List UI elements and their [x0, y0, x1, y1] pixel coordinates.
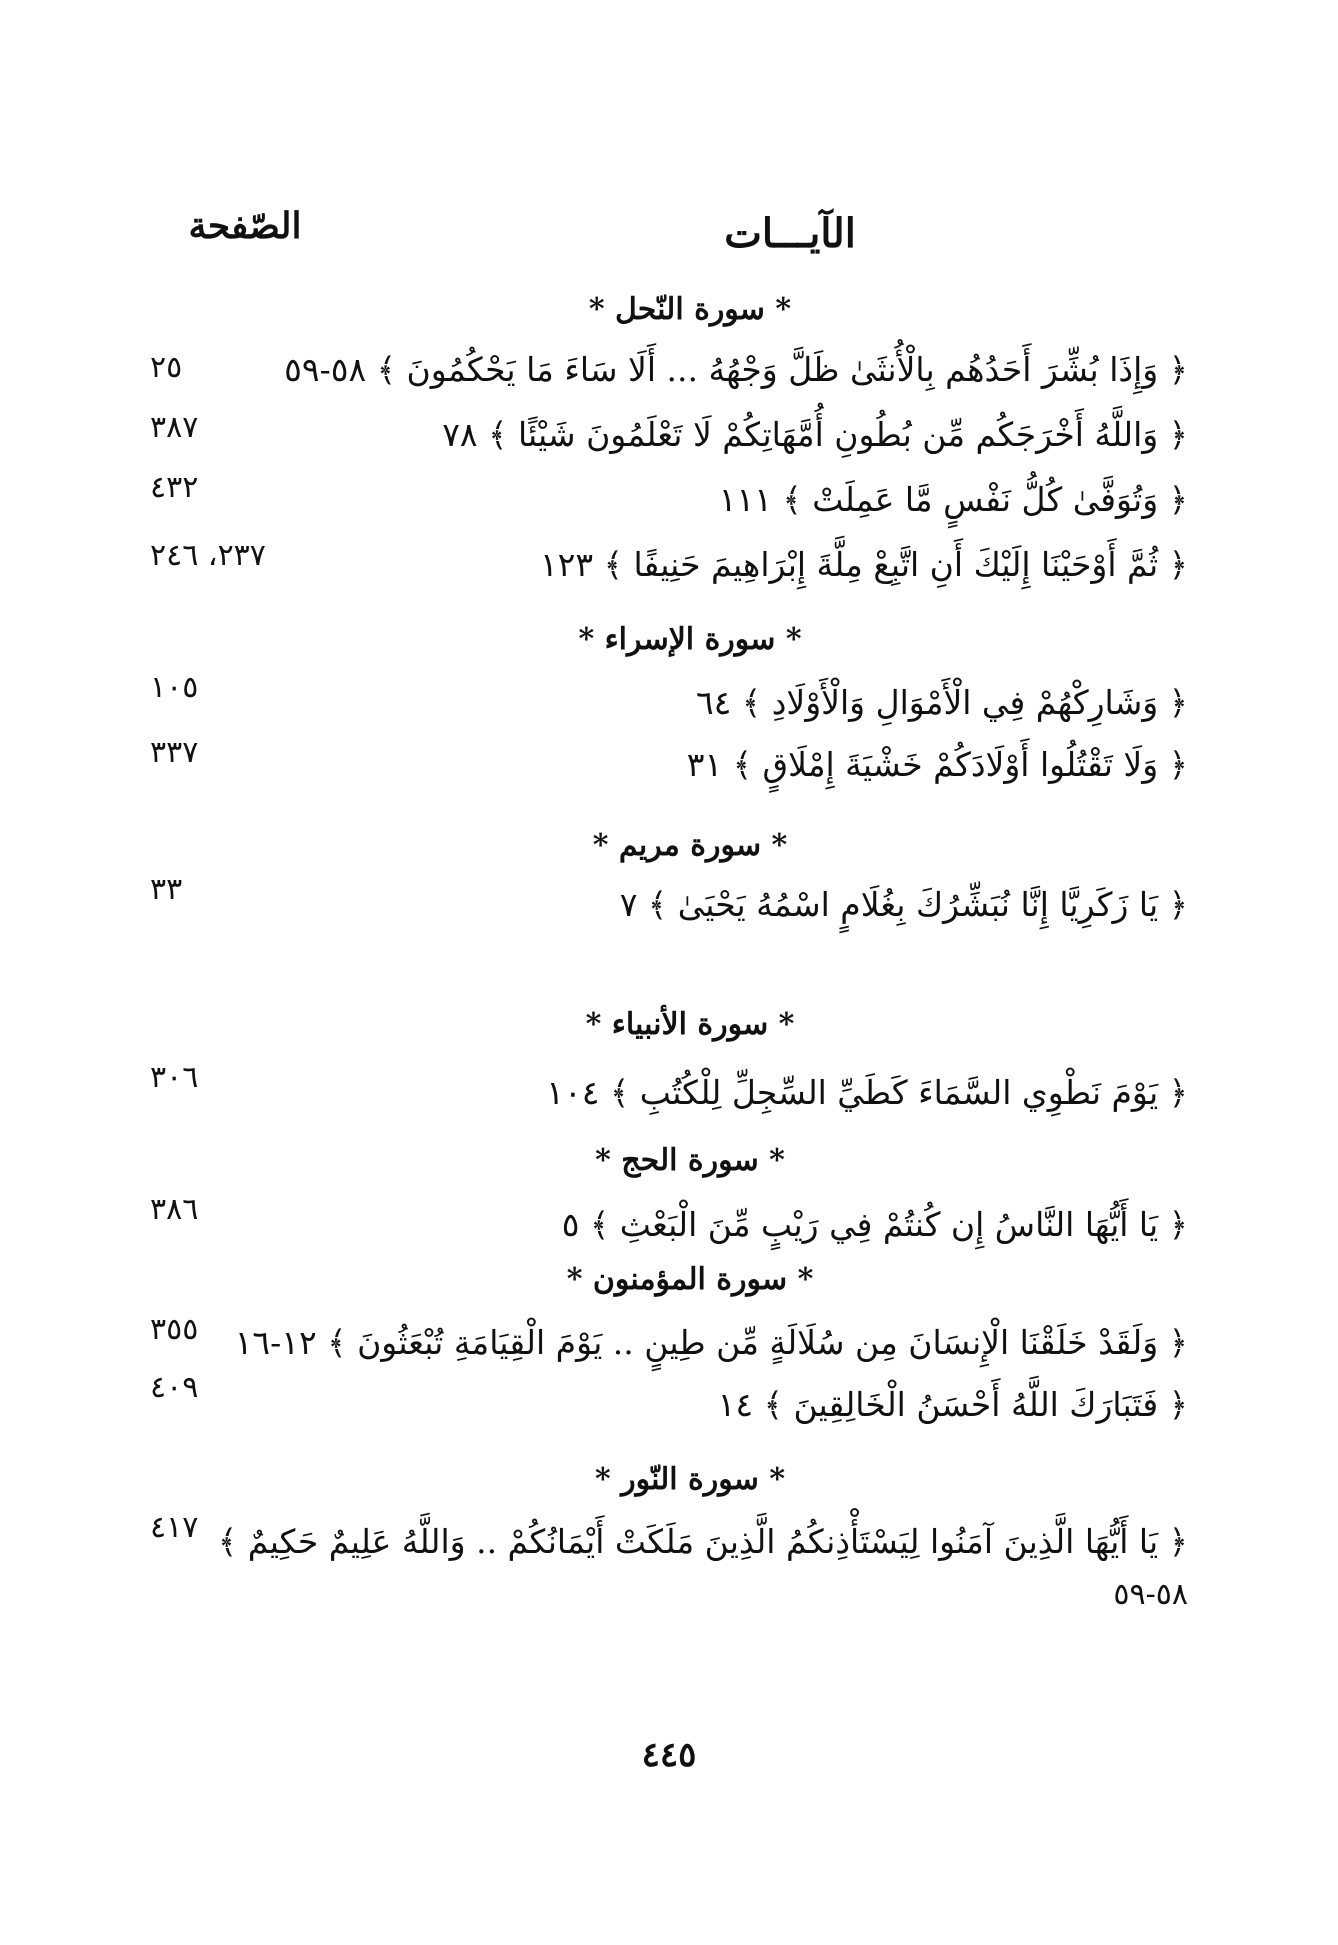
page-reference: ٤١٧ [150, 1510, 199, 1545]
surah-title: * سورة النّور * [594, 1462, 786, 1497]
page-reference: ٣٣٧ [150, 735, 199, 770]
page-reference: ٣٨٦ [150, 1192, 199, 1227]
verse-entry: ﴿ يَا أَيُّهَا الَّذِينَ آمَنُوا لِيَسْتَأْذِنكُمُ الَّذِينَ مَلَكَتْ أَيْمَانُكُمْ .. وَاللَّهُ عَلِيمٌ حَكِيمٌ ﴾ [217, 1522, 1188, 1561]
page-reference: ٣٨٧ [150, 410, 199, 445]
page-number: ٤٤٥ [641, 1735, 697, 1775]
surah-title: * سورة الحج * [595, 1143, 785, 1178]
page-reference: ٣٥٥ [150, 1312, 199, 1347]
surah-title: * سورة النّحل * [588, 292, 792, 327]
verse-entry: ﴿ وَاللَّهُ أَخْرَجَكُم مِّن بُطُونِ أُمَّهَاتِكُمْ لَا تَعْلَمُونَ شَيْئًا ﴾ ٧٨ [442, 415, 1188, 454]
verse-range-continuation: ٥٨-٥٩ [1113, 1577, 1188, 1612]
verse-entry: ﴿ ثُمَّ أَوْحَيْنَا إِلَيْكَ أَنِ اتَّبِعْ مِلَّةَ إِبْرَاهِيمَ حَنِيفًا ﴾ ١٢٣ [539, 545, 1188, 584]
page-reference: ٢٣٧، ٢٤٦ [150, 538, 266, 573]
page-reference: ٤٠٩ [150, 1370, 199, 1405]
column-header-page: الصّفحة [188, 205, 302, 247]
page-reference: ٣٠٦ [150, 1060, 199, 1095]
surah-title: * سورة المؤمنون * [566, 1262, 814, 1297]
page-reference: ١٠٥ [150, 670, 199, 705]
verse-entry: ﴿ وَتُوَفَّىٰ كُلُّ نَفْسٍ مَّا عَمِلَتْ ﴾ ١١١ [718, 480, 1188, 519]
verse-entry: ﴿ يَوْمَ نَطْوِي السَّمَاءَ كَطَيِّ السِّجِلِّ لِلْكُتُبِ ﴾ ١٠٤ [546, 1073, 1188, 1112]
column-header-verses: الآيـــات [724, 210, 856, 257]
surah-title: * سورة الأنبياء * [585, 1007, 795, 1042]
verse-entry: ﴿ يَا زَكَرِيَّا إِنَّا نُبَشِّرُكَ بِغُلَامٍ اسْمُهُ يَحْيَىٰ ﴾ ٧ [619, 885, 1188, 924]
page-reference: ٢٥ [150, 350, 183, 385]
verse-entry: ﴿ فَتَبَارَكَ اللَّهُ أَحْسَنُ الْخَالِقِينَ ﴾ ١٤ [717, 1385, 1188, 1424]
verse-entry: ﴿ وَلَا تَقْتُلُوا أَوْلَادَكُمْ خَشْيَةَ إِمْلَاقٍ ﴾ ٣١ [686, 745, 1188, 784]
verse-entry: ﴿ وَلَقَدْ خَلَقْنَا الْإِنسَانَ مِن سُلَالَةٍ مِّن طِينٍ .. يَوْمَ الْقِيَامَةِ تُبْعَثُونَ ﴾ ١٢-١٦ [234, 1323, 1188, 1362]
page-reference: ٤٣٢ [150, 470, 199, 505]
surah-title: * سورة الإسراء * [578, 622, 802, 657]
page-reference: ٣٣ [150, 872, 183, 907]
verse-entry: ﴿ يَا أَيُّهَا النَّاسُ إِن كُنتُمْ فِي رَيْبٍ مِّنَ الْبَعْثِ ﴾ ٥ [561, 1205, 1188, 1244]
verse-entry: ﴿ وَشَارِكْهُمْ فِي الْأَمْوَالِ وَالْأَوْلَادِ ﴾ ٦٤ [695, 683, 1188, 722]
verse-entry: ﴿ وَإِذَا بُشِّرَ أَحَدُهُم بِالْأُنثَىٰ ظَلَّ وَجْهُهُ ... أَلَا سَاءَ مَا يَحْكُمُونَ ﴾ ٥٨-٥٩ [284, 350, 1188, 389]
surah-title: * سورة مريم * [592, 828, 788, 863]
